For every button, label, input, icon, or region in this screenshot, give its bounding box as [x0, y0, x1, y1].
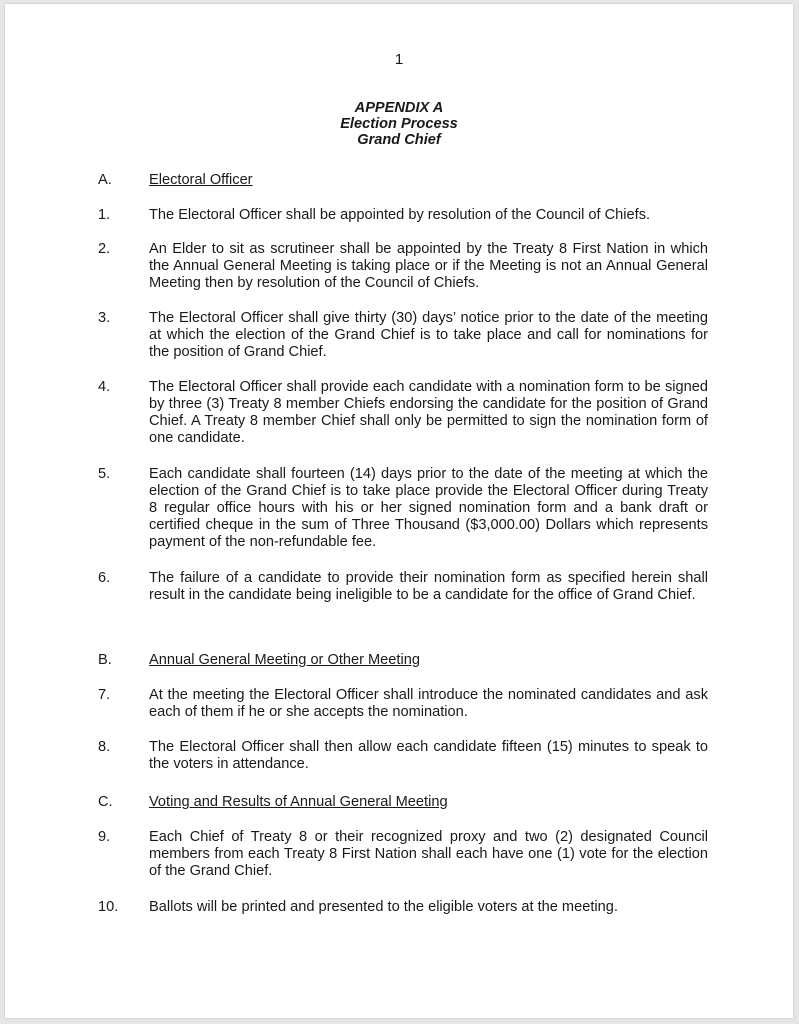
- clause-number: 10.: [98, 899, 119, 915]
- clause-number: 5.: [98, 466, 111, 482]
- page-number: 1: [394, 51, 404, 68]
- clause-9: [98, 829, 708, 880]
- title-appendix: APPENDIX A: [354, 100, 444, 116]
- section-heading-text: Annual General Meeting or Other Meeting: [149, 652, 420, 668]
- clause-number: 3.: [98, 310, 111, 326]
- clause-text: Ballots will be printed and presented to the eligible voters at the meeting.: [149, 899, 618, 915]
- clause-1: [98, 207, 708, 224]
- clause-text: An Elder to sit as scrutineer shall be appointed by the Treaty 8 First Nation in which the Annual General Meeting is taking place or if the Meeting is not an Annual General Meeting then by resolution of the Council of Chiefs.: [149, 241, 708, 291]
- clause-number: 7.: [98, 687, 111, 703]
- clause-2: [98, 241, 708, 292]
- document-title: [5, 100, 793, 148]
- clause-text: The Electoral Officer shall give thirty (30) days’ notice prior to the date of the meeting at which the election of the Grand Chief is to take place and call for nominations for the position of Grand Chief.: [149, 310, 708, 360]
- clause-text: At the meeting the Electoral Officer shall introduce the nominated candidates and ask each of them if he or she accepts the nomination.: [149, 687, 708, 720]
- clause-number: 2.: [98, 241, 111, 257]
- clause-10: [98, 899, 708, 916]
- section-heading-c: [98, 794, 708, 811]
- clause-8: [98, 739, 708, 773]
- clause-text: The Electoral Officer shall be appointed by resolution of the Council of Chiefs.: [149, 207, 651, 223]
- section-marker: C.: [98, 794, 113, 810]
- section-heading-text: Voting and Results of Annual General Meeting: [149, 794, 448, 810]
- title-grand-chief: Grand Chief: [357, 132, 441, 148]
- clause-6: [98, 570, 708, 604]
- clause-3: [98, 310, 708, 361]
- clause-text: The Electoral Officer shall then allow each candidate fifteen (15) minutes to speak to the voters in attendance.: [149, 739, 708, 772]
- section-heading-a: [98, 172, 708, 189]
- clause-4: [98, 379, 708, 447]
- clause-number: 8.: [98, 739, 111, 755]
- clause-text: The Electoral Officer shall provide each candidate with a nomination form to be signed by three (3) Treaty 8 member Chiefs endorsing the candidate for the position of Grand Chief. A Treaty 8 member Chief shall only be permitted to sign the nomination form of one candidate.: [149, 379, 708, 446]
- section-marker: B.: [98, 652, 112, 668]
- clause-number: 9.: [98, 829, 111, 845]
- document-page: [5, 4, 793, 1018]
- clause-5: [98, 466, 708, 551]
- section-marker: A.: [98, 172, 112, 188]
- clause-text: Each candidate shall fourteen (14) days prior to the date of the meeting at which the election of the Grand Chief is to take place provide the Electoral Officer during Treaty 8 regular office hours with his or her signed nomination form and a bank draft or certified cheque in the sum of Three Thousand ($3,000.00) Dollars which represents payment of the non-refundable fee.: [149, 466, 708, 550]
- section-heading-b: [98, 652, 708, 669]
- clause-text: Each Chief of Treaty 8 or their recognized proxy and two (2) designated Council members from each Treaty 8 First Nation shall each have one (1) vote for the election of the Grand Chief.: [149, 829, 708, 879]
- section-heading-text: Electoral Officer: [149, 172, 253, 188]
- clause-number: 6.: [98, 570, 111, 586]
- clause-number: 1.: [98, 207, 111, 223]
- clause-7: [98, 687, 708, 721]
- clause-text: The failure of a candidate to provide their nomination form as specified herein shall result in the candidate being ineligible to be a candidate for the office of Grand Chief.: [149, 570, 708, 603]
- clause-number: 4.: [98, 379, 111, 395]
- title-election-process: Election Process: [340, 116, 458, 132]
